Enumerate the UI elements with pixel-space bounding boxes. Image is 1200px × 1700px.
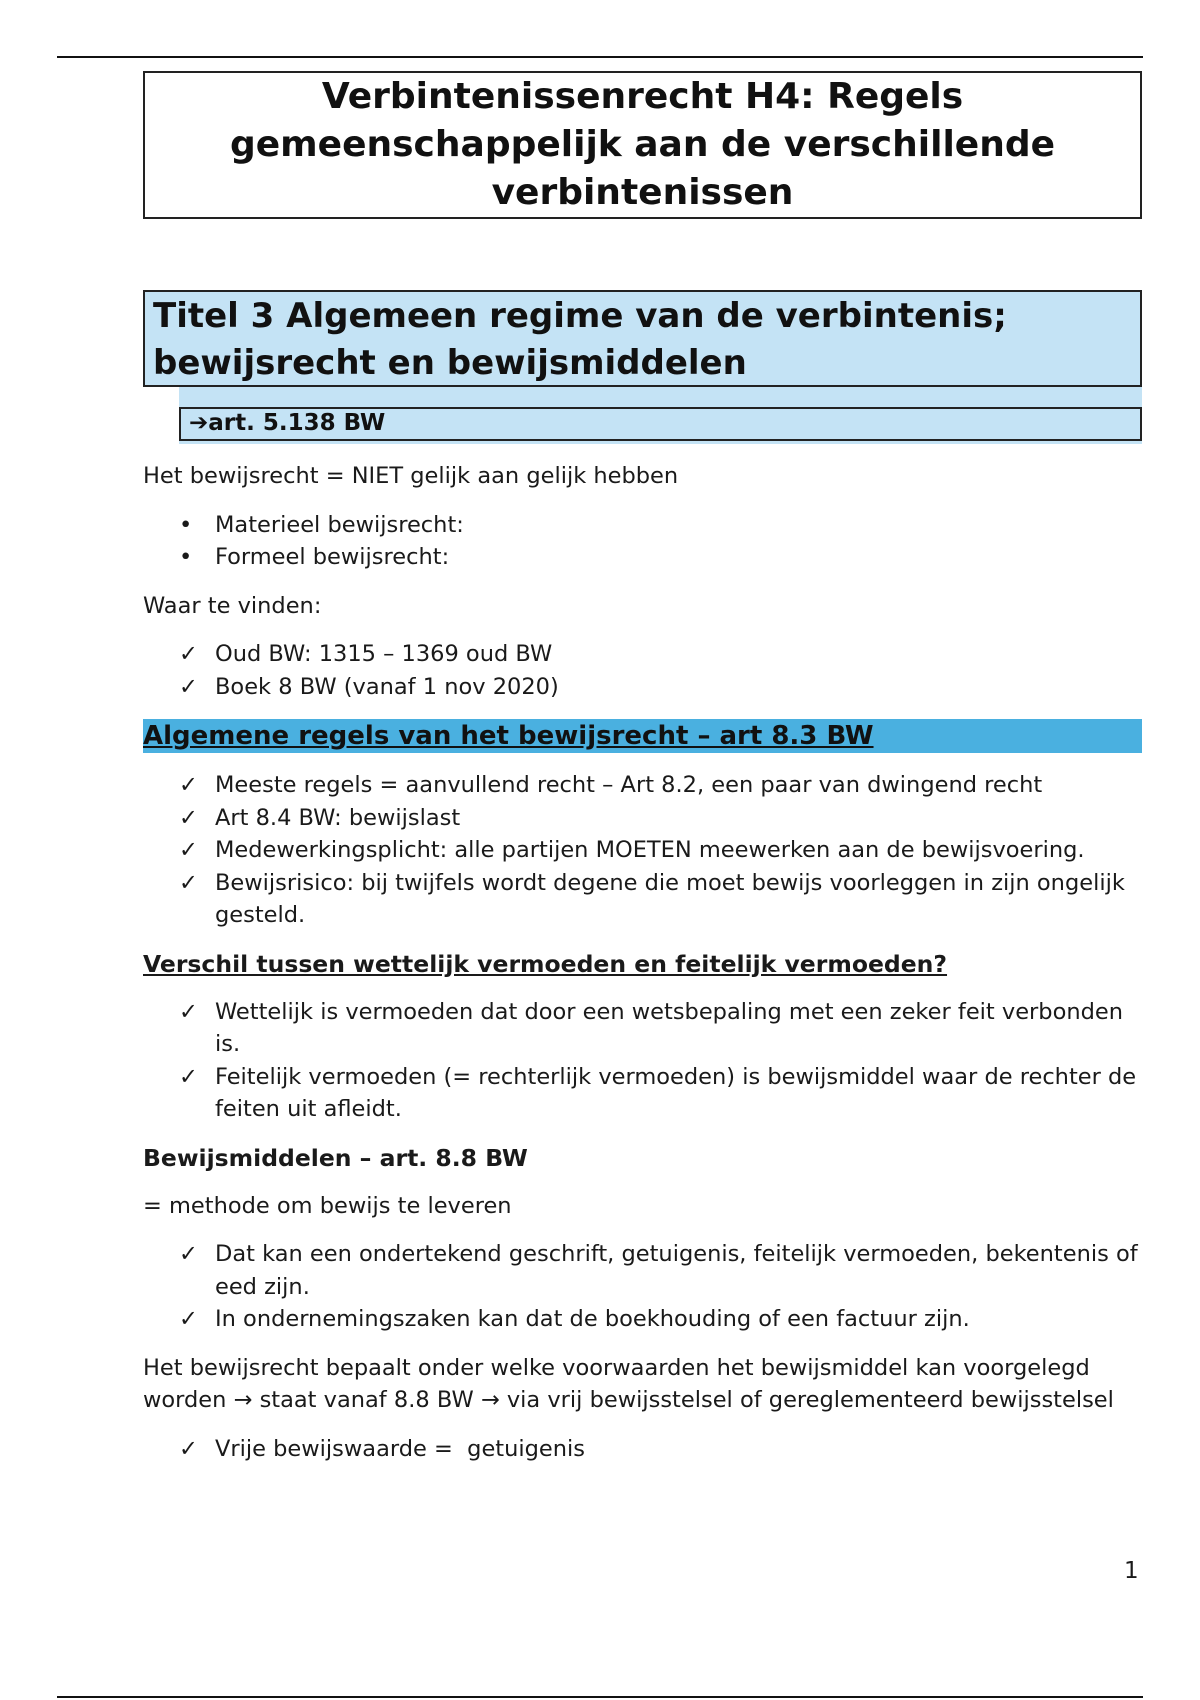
check-icon: ✓	[179, 641, 198, 667]
check-icon: ✓	[179, 1241, 198, 1267]
list-item-text: Bewijsrisico: bij twijfels wordt degene die moet bewijs voorleggen in zijn ongelijk gesteld.	[215, 869, 1125, 928]
bullet-icon: •	[179, 511, 193, 538]
list-item	[143, 867, 1142, 932]
article-ref-strip	[179, 387, 1142, 444]
where-label: Waar te vinden:	[143, 592, 322, 619]
means-definition: = methode om bewijs te leveren	[143, 1192, 512, 1219]
check-icon: ✓	[179, 1306, 198, 1332]
list-item-text: Wettelijk is vermoeden dat door een wetsbepaling met een zeker feit verbonden is.	[215, 998, 1123, 1057]
list-item	[143, 1061, 1142, 1126]
list-item	[143, 1303, 1142, 1336]
list-item-text: Vrije bewijswaarde = getuigenis	[215, 1435, 585, 1462]
intro-paragraph: Het bewijsrecht = NIET gelijk aan gelijk hebben	[143, 463, 679, 489]
list-item	[143, 671, 1142, 704]
closing-paragraph: Het bewijsrecht bepaalt onder welke voorwaarden het bewijsmiddel kan voorgelegd worden → staat vanaf 8.8 BW → via vrij bewijsstelsel of gereglementeerd bewijsstelsel	[143, 1354, 1114, 1413]
check-icon: ✓	[179, 998, 198, 1025]
document-title: Verbintenissenrecht H4: Regels gemeenschappelijk aan de verschillende verbintenissen	[229, 76, 1056, 213]
check-icon: ✓	[179, 673, 198, 700]
list-item	[143, 638, 1142, 671]
general-rules-list	[143, 769, 1142, 932]
list-item	[143, 769, 1142, 802]
list-item-text: Meeste regels = aanvullend recht – Art 8.2, een paar van dwingend recht	[215, 772, 1043, 798]
check-icon: ✓	[179, 1435, 198, 1462]
where-list	[143, 638, 1142, 703]
list-item-text: Medewerkingsplicht: alle partijen MOETEN meewerken aan de bewijsvoering.	[215, 837, 1085, 863]
check-icon: ✓	[179, 1063, 198, 1090]
list-item	[143, 1238, 1142, 1303]
list-item-text: Oud BW: 1315 – 1369 oud BW	[215, 641, 553, 667]
list-item	[143, 541, 1142, 574]
check-icon: ✓	[179, 869, 198, 896]
check-icon: ✓	[179, 837, 198, 863]
list-item-text: In ondernemingszaken kan dat de boekhouding of een factuur zijn.	[215, 1306, 970, 1332]
list-item	[143, 834, 1142, 867]
list-item	[143, 996, 1142, 1061]
list-item-text: Materieel bewijsrecht:	[215, 511, 464, 538]
list-item-text: Feitelijk vermoeden (= rechterlijk vermoeden) is bewijsmiddel waar de rechter de feiten uit afleidt.	[215, 1063, 1137, 1122]
page-number: 1	[1124, 1558, 1139, 1584]
header-rule	[57, 56, 1143, 58]
heading-general-rules: Algemene regels van het bewijsrecht – art 8.3 BW	[143, 719, 1142, 753]
check-icon: ✓	[179, 804, 198, 831]
list-item	[143, 802, 1142, 835]
article-ref: ➔art. 5.138 BW	[179, 407, 1142, 441]
heading-titel-3: Titel 3 Algemeen regime van de verbintenis; bewijsrecht en bewijsmiddelen	[143, 290, 1142, 387]
list-item-text: Boek 8 BW (vanaf 1 nov 2020)	[215, 673, 559, 700]
closing-list	[143, 1433, 1142, 1466]
list-item-text: Dat kan een ondertekend geschrift, getuigenis, feitelijk vermoeden, bekentenis of eed zijn.	[215, 1241, 1138, 1300]
bullet-icon: •	[179, 544, 193, 570]
footer-rule	[57, 1696, 1143, 1698]
check-icon: ✓	[179, 772, 198, 798]
means-list	[143, 1238, 1142, 1336]
document-page	[143, 71, 1142, 1465]
list-item-text: Art 8.4 BW: bewijslast	[215, 804, 461, 831]
types-list	[143, 509, 1142, 574]
document-title-box	[143, 71, 1142, 219]
heading-presumptions: Verschil tussen wettelijk vermoeden en feitelijk vermoeden?	[143, 949, 948, 978]
presumptions-list	[143, 996, 1142, 1126]
list-item-text: Formeel bewijsrecht:	[215, 544, 450, 570]
list-item	[143, 1433, 1142, 1466]
heading-evidence-means: Bewijsmiddelen – art. 8.8 BW	[143, 1143, 528, 1172]
list-item	[143, 509, 1142, 542]
